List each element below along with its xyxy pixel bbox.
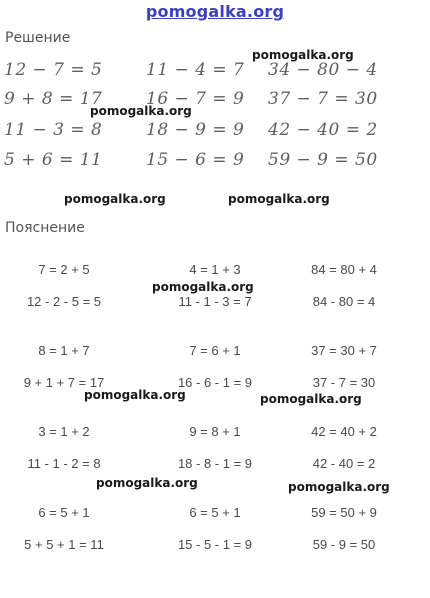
handwritten-equation: 15 − 6 = 9	[146, 150, 245, 170]
explanation-equation: 6 = 5 + 1	[38, 505, 90, 520]
handwritten-equation: 12 − 7 = 5	[4, 60, 103, 80]
explanation-equation: 37 - 7 = 30	[312, 375, 376, 390]
explanation-equation: 59 - 9 = 50	[312, 537, 376, 552]
explanation-equation: 59 = 50 + 9	[311, 505, 377, 520]
explanation-equation: 15 - 5 - 1 = 9	[177, 537, 253, 552]
handwritten-equation: 11 − 3 = 8	[4, 120, 103, 140]
handwritten-equation: 59 − 9 = 50	[268, 150, 378, 170]
handwritten-equation: 9 + 8 = 17	[4, 89, 103, 109]
handwritten-equation: 42 − 40 = 2	[268, 120, 378, 140]
solution-heading: Решение	[5, 30, 71, 46]
explanation-equation: 3 = 1 + 2	[38, 424, 90, 439]
explanation-heading: Пояснение	[5, 220, 85, 236]
watermark: pomogalka.org	[288, 480, 390, 494]
explanation-equation: 7 = 6 + 1	[189, 343, 241, 358]
explanation-equation: 9 + 1 + 7 = 17	[23, 375, 105, 390]
watermark: pomogalka.org	[64, 192, 166, 206]
explanation-equation: 42 - 40 = 2	[312, 456, 376, 471]
explanation-equation: 42 = 40 + 2	[311, 424, 377, 439]
explanation-equation: 7 = 2 + 5	[38, 262, 90, 277]
explanation-equation: 18 - 8 - 1 = 9	[177, 456, 253, 471]
handwritten-equation: 34 − 80 − 4	[268, 60, 378, 80]
explanation-equation: 9 = 8 + 1	[189, 424, 241, 439]
watermark: pomogalka.org	[228, 192, 330, 206]
watermark: pomogalka.org	[96, 476, 198, 490]
explanation-equation: 5 + 5 + 1 = 11	[24, 537, 104, 552]
explanation-equation: 11 - 1 - 2 = 8	[27, 456, 101, 471]
explanation-equation: 84 - 80 = 4	[312, 294, 376, 309]
watermark: pomogalka.org	[252, 48, 354, 62]
explanation-equation: 16 - 6 - 1 = 9	[177, 375, 253, 390]
explanation-equation: 6 = 5 + 1	[189, 505, 241, 520]
handwritten-equation: 18 − 9 = 9	[146, 120, 245, 140]
explanation-equation: 84 = 80 + 4	[311, 262, 377, 277]
explanation-equation: 11 - 1 - 3 = 7	[178, 294, 252, 309]
watermark: pomogalka.org	[90, 104, 192, 118]
watermark: pomogalka.org	[152, 280, 254, 294]
handwritten-equation: 37 − 7 = 30	[268, 89, 378, 109]
watermark: pomogalka.org	[260, 392, 362, 406]
explanation-equation: 8 = 1 + 7	[38, 343, 90, 358]
site-title-link[interactable]: pomogalka.org	[145, 2, 285, 21]
explanation-equation: 12 - 2 - 5 = 5	[26, 294, 102, 309]
watermark: pomogalka.org	[84, 388, 186, 402]
handwritten-equation: 16 − 7 = 9	[146, 89, 245, 109]
explanation-equation: 37 = 30 + 7	[311, 343, 377, 358]
explanation-equation: 4 = 1 + 3	[189, 262, 241, 277]
handwritten-equation: 11 − 4 = 7	[146, 60, 245, 80]
handwritten-equation: 5 + 6 = 11	[4, 150, 103, 170]
